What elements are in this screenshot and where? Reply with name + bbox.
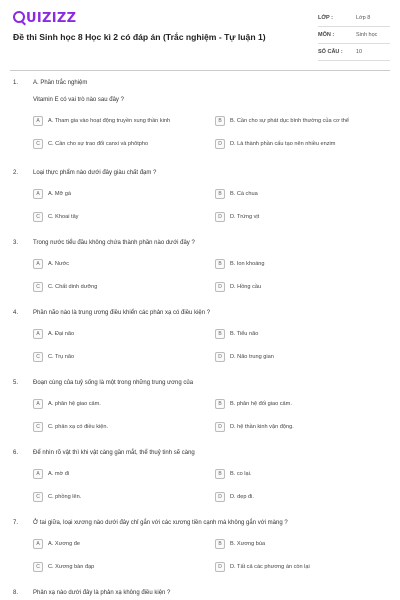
answer-option-c[interactable] [33,137,203,151]
option-text: D. dẹp đi. [230,494,254,500]
meta-key: MÔN : [318,32,335,38]
option-text: C. phản xạ có điều kiện. [48,424,109,430]
answer-option-a[interactable] [33,397,203,411]
option-letter-box[interactable]: C [33,282,43,292]
meta-row-subject [318,27,390,44]
answer-option-b[interactable] [215,257,385,271]
answer-option-c[interactable] [33,210,203,224]
answer-option-b[interactable] [215,114,385,128]
answer-option-d[interactable] [215,560,385,574]
option-text: D. Não trung gian [230,354,274,360]
option-text: A. Mỡ gà [48,191,71,197]
question-text: Để nhìn rõ vật thì khi vật càng gần mắt, thể thuỷ tinh sẽ càng [33,450,195,456]
question-number: 1. [13,80,19,86]
meta-key: SỐ CÂU : [318,49,343,55]
meta-row-count [318,44,390,61]
meta-value: Lớp 8 [356,15,371,21]
option-text: D. Là thành phần cấu tạo nên nhiều enzim [230,141,336,147]
question-text: Ở tai giữa, loại xương nào dưới đây chỉ gắn với các xương tiền cạnh mà không gắn với màng ? [33,520,288,526]
option-text: C. Khoai tây [48,214,79,220]
option-letter-box[interactable]: D [215,282,225,292]
option-letter-box[interactable]: A [33,259,43,269]
option-text: C. phồng lên. [48,494,82,500]
answer-option-c[interactable] [33,490,203,504]
option-letter-box[interactable]: D [215,562,225,572]
option-letter-box[interactable]: D [215,212,225,222]
answer-option-b[interactable] [215,327,385,341]
option-letter-box[interactable]: A [33,329,43,339]
option-text: A. phân hệ giao cảm. [48,401,101,407]
answer-option-b[interactable] [215,187,385,201]
option-letter-box[interactable]: D [215,139,225,149]
question-number: 6. [13,450,19,456]
option-text: D. Hồng cầu [230,284,262,290]
option-letter-box[interactable]: D [215,352,225,362]
meta-row-class [318,10,390,27]
option-letter-box[interactable]: A [33,399,43,409]
answer-option-d[interactable] [215,137,385,151]
answer-option-a[interactable] [33,467,203,481]
option-letter-box[interactable]: C [33,492,43,502]
logo-text: UIZIZZ [26,11,77,26]
worksheet-header [0,0,400,72]
option-letter-box[interactable]: C [33,139,43,149]
option-text: D. Trứng vịt [230,214,260,220]
option-letter-box[interactable]: B [215,116,225,126]
question-number: 4. [13,310,19,316]
option-text: A. Nước [48,261,70,267]
option-text: A. Tham gia vào hoạt động truyền xung thần kinh [48,118,171,124]
option-letter-box[interactable]: B [215,189,225,199]
answer-option-a[interactable] [33,114,203,128]
option-text: A. Đại não [48,331,75,337]
answer-option-c[interactable] [33,560,203,574]
meta-value: Sinh học [356,32,378,38]
answer-option-c[interactable] [33,280,203,294]
answer-option-a[interactable] [33,537,203,551]
option-text: B. Ion khoáng [230,261,265,267]
question-number: 3. [13,240,19,246]
answer-option-d[interactable] [215,350,385,364]
answer-option-b[interactable] [215,537,385,551]
option-text: B. co lại. [230,471,252,477]
meta-key: LỚP : [318,15,333,21]
option-letter-box[interactable]: C [33,212,43,222]
question-number: 5. [13,380,19,386]
option-letter-box[interactable]: A [33,539,43,549]
option-letter-box[interactable]: C [33,562,43,572]
option-text: D. hệ thần kinh vận động. [230,424,294,430]
option-letter-box[interactable]: A [33,116,43,126]
option-text: B. phân hệ đối giao cảm. [230,401,292,407]
option-letter-box[interactable]: C [33,352,43,362]
option-text: C. Chất dinh dưỡng [48,284,98,290]
question-text: Phản xạ nào dưới đây là phản xạ không điều kiện ? [33,590,171,596]
option-letter-box[interactable]: B [215,259,225,269]
option-text: B. Cà chua [230,191,258,197]
meta-value: 10 [356,49,363,55]
question-text: Loại thực phẩm nào dưới đây giàu chất đạm ? [33,170,157,176]
answer-option-d[interactable] [215,490,385,504]
answer-option-d[interactable] [215,280,385,294]
option-text: D. Tất cả các phương án còn lại [230,564,310,570]
answer-option-b[interactable] [215,467,385,481]
option-letter-box[interactable]: D [215,422,225,432]
option-letter-box[interactable]: A [33,469,43,479]
answer-option-d[interactable] [215,420,385,434]
option-text: C. Xương bàn đạp [48,564,95,570]
question-text: Trong nước tiểu đầu không chứa thành phần nào dưới đây ? [33,240,195,246]
option-text: A. mờ đi [48,471,70,477]
answer-option-d[interactable] [215,210,385,224]
answer-option-a[interactable] [33,187,203,201]
option-letter-box[interactable]: A [33,189,43,199]
option-text: B. Xương búa [230,541,266,547]
option-text: C. Cần cho sự trao đổi canxi và phôtpho [48,141,149,147]
option-text: C. Trụ não [48,354,75,360]
header-divider [10,70,390,71]
question-text: Đoạn cùng của tuỷ sống là một trong những trung ương của [33,380,194,386]
quizizz-logo [13,11,76,26]
meta-table [318,10,390,61]
question-text: Phần não nào là trung ương điều khiển các phản xạ có điều kiện ? [33,310,211,316]
answer-option-c[interactable] [33,350,203,364]
option-letter-box[interactable]: B [215,469,225,479]
question-text: A. Phần trắc nghiệm [33,80,88,86]
option-letter-box[interactable]: B [215,329,225,339]
option-letter-box[interactable]: C [33,422,43,432]
worksheet-title: Đề thi Sinh học 8 Học kì 2 có đáp án (Trắc nghiệm - Tự luận 1) [13,32,266,42]
question-subtext: Vitamin E có vai trò nào sau đây ? [33,97,124,103]
question-number: 2. [13,170,19,176]
option-text: B. Tiểu não [230,331,259,337]
answer-option-a[interactable] [33,327,203,341]
option-letter-box[interactable]: D [215,492,225,502]
answer-option-c[interactable] [33,420,203,434]
option-letter-box[interactable]: B [215,539,225,549]
question-number: 7. [13,520,19,526]
option-text: A. Xương đe [48,541,80,547]
answer-option-b[interactable] [215,397,385,411]
question-number: 8. [13,590,19,596]
option-text: B. Cần cho sự phát dục bình thường của cơ thể [230,118,350,124]
answer-option-a[interactable] [33,257,203,271]
option-letter-box[interactable]: B [215,399,225,409]
